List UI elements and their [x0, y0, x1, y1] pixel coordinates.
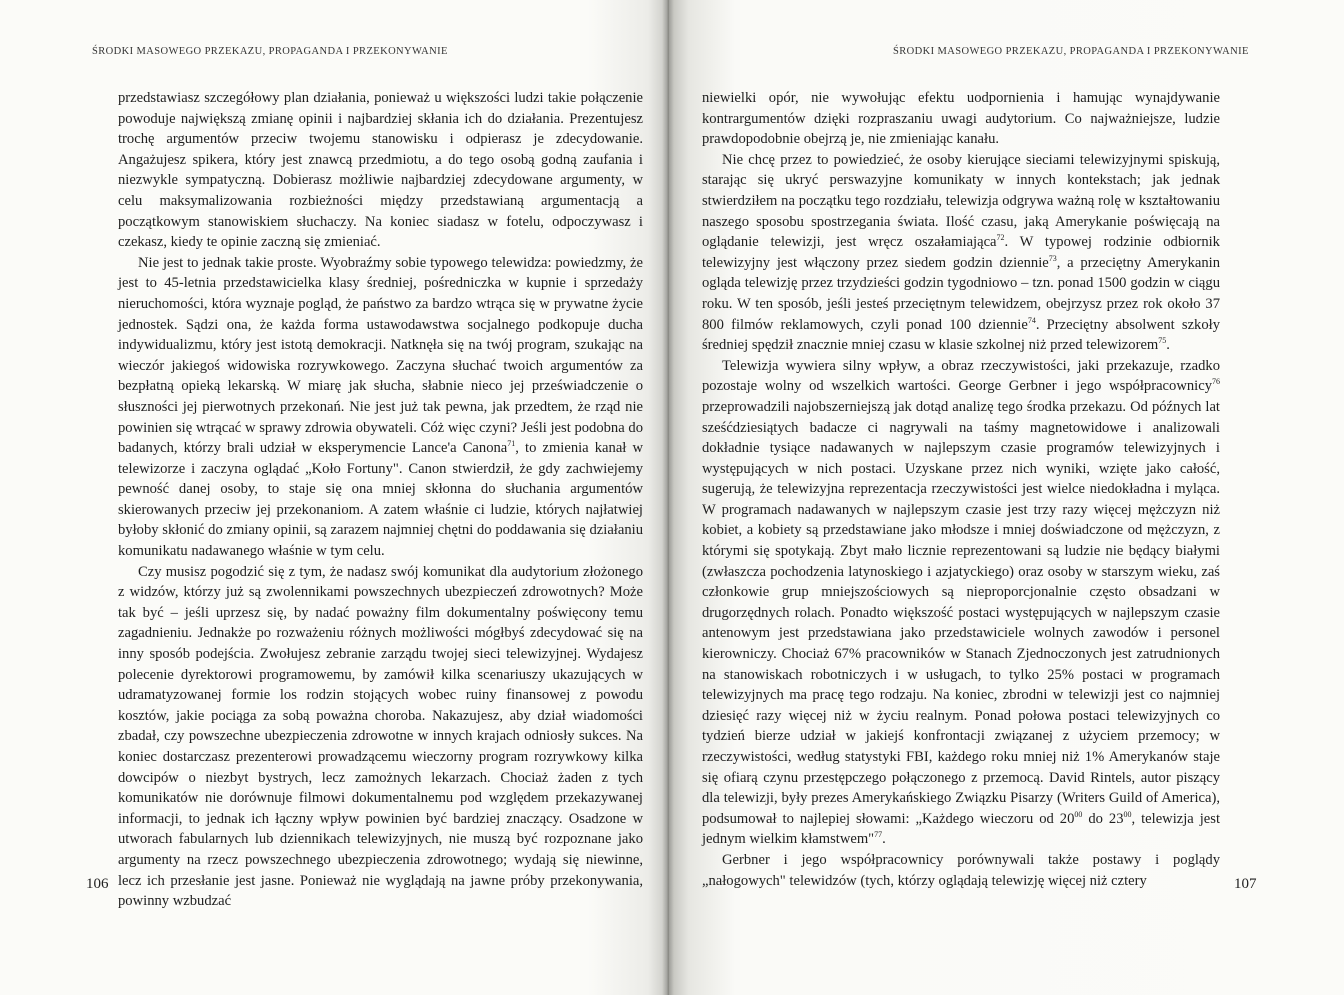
footnote-ref: 72 — [996, 233, 1005, 243]
footnote-ref: 71 — [507, 439, 516, 449]
paragraph-text: przeprowadzili najobszerniejszą jak dotąd analizę tego środka przekazu. Od późnych lat sześćdziesiątych badacze ci nagrywali na taśmy magnetowidowe i analizowali dokładnie tysiące nadawanych w najlepszym czasie programów telewizyjnych i występujących w nich postaci. Uzyskane przez nich wyniki, wzięte jako całość, sugerują, że telewizyjna reprezentacja rzeczywistości jest wielce niedokładna i myląca. W programach nadawanych w najlepszym czasie jest trzy razy więcej mężczyzn niż kobiet, a kobiety są przedstawiane jako młodsze i mniej doświadczone od mężczyzn, z którymi się spotykają. Zbyt mało licznie reprezentowani są ludzie nie będący białymi (zwłaszcza pochodzenia latynoskiego i azjatyckiego) oraz osoby w starszym wieku, zaś członkowie grup mniejszościowych są nieproporcjonalnie często obsadzani w drugorzędnych rolach. Ponadto większość postaci występujących w najlepszym czasie antenowym jest przedstawiana jako przedstawiciele wolnych zawodów i personel kierowniczy. Chociaż 67% pracowników w Stanach Zjednoczonych jest zatrudnionych na stanowiskach robotniczych i w usługach, to tylko 25% postaci w programach telewizyjnych ma pracę tego rodzaju. Na koniec, zbrodni w telewizji jest co najmniej dziesięć razy więcej niż w życiu realnym. Ponad połowa postaci telewizyjnych co tydzień bierze udział w jakiejś konfrontacji związanej z użyciem przemocy; w rzeczywistości, według statystyki FBI, każdego roku mniej niż 1% Amerykanów staje się ofiarą czynu przestępczego połączonego z przemocą. David Rintels, autor piszący dla telewizji, były prezes Amerykańskiego Związku Pisarzy (Writers Guild of America), podsumował to najlepiej słowami: „Każdego wieczoru od 20 — [702, 398, 1220, 827]
paragraph-text: Telewizja wywiera silny wpływ, a obraz rzeczywistości, jaki przekazuje, rzadko pozostaje wolny od wszelkich wartości. George Gerbner i jego współpracownicy — [702, 357, 1220, 395]
footnote-ref: 73 — [1048, 253, 1057, 263]
paragraph: Czy musisz pogodzić się z tym, że nadasz swój komunikat dla audytorium złożonego z widzów, którzy już są zwolennikami powszechnych ubezpieczeń zdrowotnych? Może tak być – jeśli uprzesz się, by nadać poważny film dokumentalny poświęcony temu zagadnieniu. Jednakże po rozważeniu różnych możliwości mógłbyś zdecydować się na inny sposób podejścia. Zwołujesz zebranie zarządu twojej sieci telewizyjnej. Wydajesz polecenie dyrektorowi programowemu, by zamówił kilka scenariuszy ukazujących w udramatyzowanej formie los rodzin stojących wobec ruiny finansowej z powodu kosztów, jakie pociąga za sobą poważna choroba. Nakazujesz, aby dział wiadomości zbadał, czy powszechne ubezpieczenia zdrowotne w innych krajach odniosły sukces. Na koniec dostarczasz prezenterowi prowadzącemu wieczorny program rozrywkowy kilka dowcipów o niezbyt bystrych, lecz zamożnych lekarzach. Chociaż żaden z tych komunikatów nie dorównuje filmowi dokumentalnemu pod względem przekazywanej informacji, to jednak ich łączny wpływ powinien być bardziej znaczący. Osadzone w utworach fabularnych lub dziennikach telewizyjnych, nie muszą być rozpoznane jako argumenty na rzecz powszechnego ubezpieczenia zdrowotnego; wydają się niewinne, lecz ich przesłanie jest jasne. Ponieważ nie wyglądają na jawne próby przekonywania, powinny wzbudzać — [118, 563, 643, 910]
paragraph-text: . — [882, 831, 886, 848]
footnote-ref: 76 — [1212, 377, 1220, 387]
paragraph: Gerbner i jego współpracownicy porównywali także postawy i poglądy „nałogowych" telewidzów (tych, którzy oglądają telewizję więcej niż cztery — [702, 851, 1220, 889]
paragraph-text: , a przeciętny Amerykanin ogląda telewizję przez trzydzieści godzin tygodniowo – tzn. ponad 1500 godzin w ciągu roku. W ten sposób, jeśli jesteś przeciętnym telewidzem, obejrzysz przez rok około 37 800 filmów reklamowych, czyli ponad 100 dziennie — [702, 254, 1221, 333]
paragraph — [118, 253, 643, 562]
paragraph-text: Nie chcę przez to powiedzieć, że osoby kierujące sieciami telewizyjnymi spiskują, starając się ukryć perswazyjne komunikaty w innych kontekstach; jak jednak stwierdziłem na początku tego rozdziału, telewizja odgrywa ważną rolę w kształtowaniu naszego sposobu spostrzegania świata. Ilość czasu, jaką Amerykanie poświęcają na oglądanie telewizji, jest wręcz oszałamiająca — [702, 151, 1220, 251]
footnote-ref: 74 — [1027, 315, 1036, 325]
book-spine-shadow — [662, 0, 674, 995]
paragraph-text: . Przeciętny absolwent szkoły średniej spędził znacznie mniej czasu w klasie szkolnej niż przed telewizorem — [702, 316, 1220, 354]
paragraph-text: . — [1166, 337, 1170, 354]
paragraph-text: . W typowej rodzinie odbiornik telewizyjny jest włączony przez siedem godzin dziennie — [702, 234, 1220, 271]
paragraph-text: , to zmienia kanał w telewizorze i zaczyna oglądać „Koło Fortuny". Canon stwierdził, że gdy zachwiejemy pewność danej osoby, to staje się ona mniej skłonna do słuchania argumentów skierowanych przeciw jej przekonaniom. A zatem właśnie ci ludzie, których najłatwiej byłoby skłonić do zmiany opinii, są zarazem najmniej chętni do poddawania się działaniu komunikatu nadawanego właśnie w tym celu. — [118, 440, 643, 560]
paragraph: niewielki opór, nie wywołując efektu uodpornienia i hamując wynajdywanie kontrargumentów dzięki rozpraszaniu uwagi audytorium. Co najważniejsze, ludzie prawdopodobnie obejrzą je, nie zmieniając kanału. — [702, 90, 1220, 148]
left-page — [0, 0, 668, 995]
footnote-ref: 75 — [1158, 336, 1167, 346]
right-page — [668, 0, 1344, 995]
page-body — [118, 88, 643, 912]
paragraph — [702, 356, 1220, 850]
running-head: ŚRODKI MASOWEGO PRZEKAZU, PROPAGANDA I PRZEKONYWANIE — [92, 46, 448, 57]
paragraph — [702, 150, 1220, 356]
paragraph-text: Nie jest to jednak takie proste. Wyobraźmy sobie typowego telewidza: powiedzmy, że jest to 45-letnia przedstawicielka klasy średniej, pośredniczka w kupnie i sprzedaży nieruchomości, która wyznaje pogląd, że państwo za bardzo wtrąca się w prywatne życie jednostek. Sądzi ona, że każda forma ustawodawstwa socjalnego podkopuje ducha indywidualizmu, który jest istotą demokracji. Natknęła się na twój program, szukając na wieczór jakiegoś widowiska rozrywkowego. Zaczyna słuchać twoich argumentów za bezpłatną opieką lekarską. W miarę jak słucha, słabnie nieco jej przeświadczenie o słuszności jej pierwotnych przekonań. Nie jest już tak pewna, jak przedtem, że rząd nie powinien się wtrącać w sprawy zdrowia obywateli. Cóż więc czyni? Jeśli jest podobna do badanych, którzy brali udział w eksperymencie Lance'a Canona — [118, 254, 643, 457]
paragraph: przedstawiasz szczegółowy plan działania, ponieważ u większości ludzi takie połączenie powoduje największą zmianę opinii i najbardziej skłania ich do działania. Prezentujesz trochę argumentów przeciw twojemu stanowisku i odpierasz je zdecydowanie. Angażujesz spikera, który jest znawcą przedmiotu, a do tego osobą godną zaufania i niezwykle sympatyczną. Dobierasz możliwie najbardziej zdecydowane argumenty, w celu maksymalizowania rozbieżności między przedstawianą argumentacją a początkowym stanowiskiem słuchaczy. Na koniec siadasz w fotelu, odpoczywasz i czekasz, kiedy te opinie zaczną się zmieniać. — [118, 90, 643, 251]
page-number: 106 — [86, 876, 109, 892]
superscript: 00 — [1123, 809, 1132, 819]
paragraph-text: do 23 — [1082, 810, 1124, 827]
superscript: 00 — [1074, 809, 1083, 819]
footnote-ref: 77 — [874, 830, 883, 840]
page-number: 107 — [1234, 876, 1257, 892]
running-head: ŚRODKI MASOWEGO PRZEKAZU, PROPAGANDA I PRZEKONYWANIE — [893, 46, 1249, 57]
page-body — [702, 88, 1220, 891]
paragraph-text: , telewizja jest jednym wielkim kłamstwem" — [702, 810, 1220, 848]
